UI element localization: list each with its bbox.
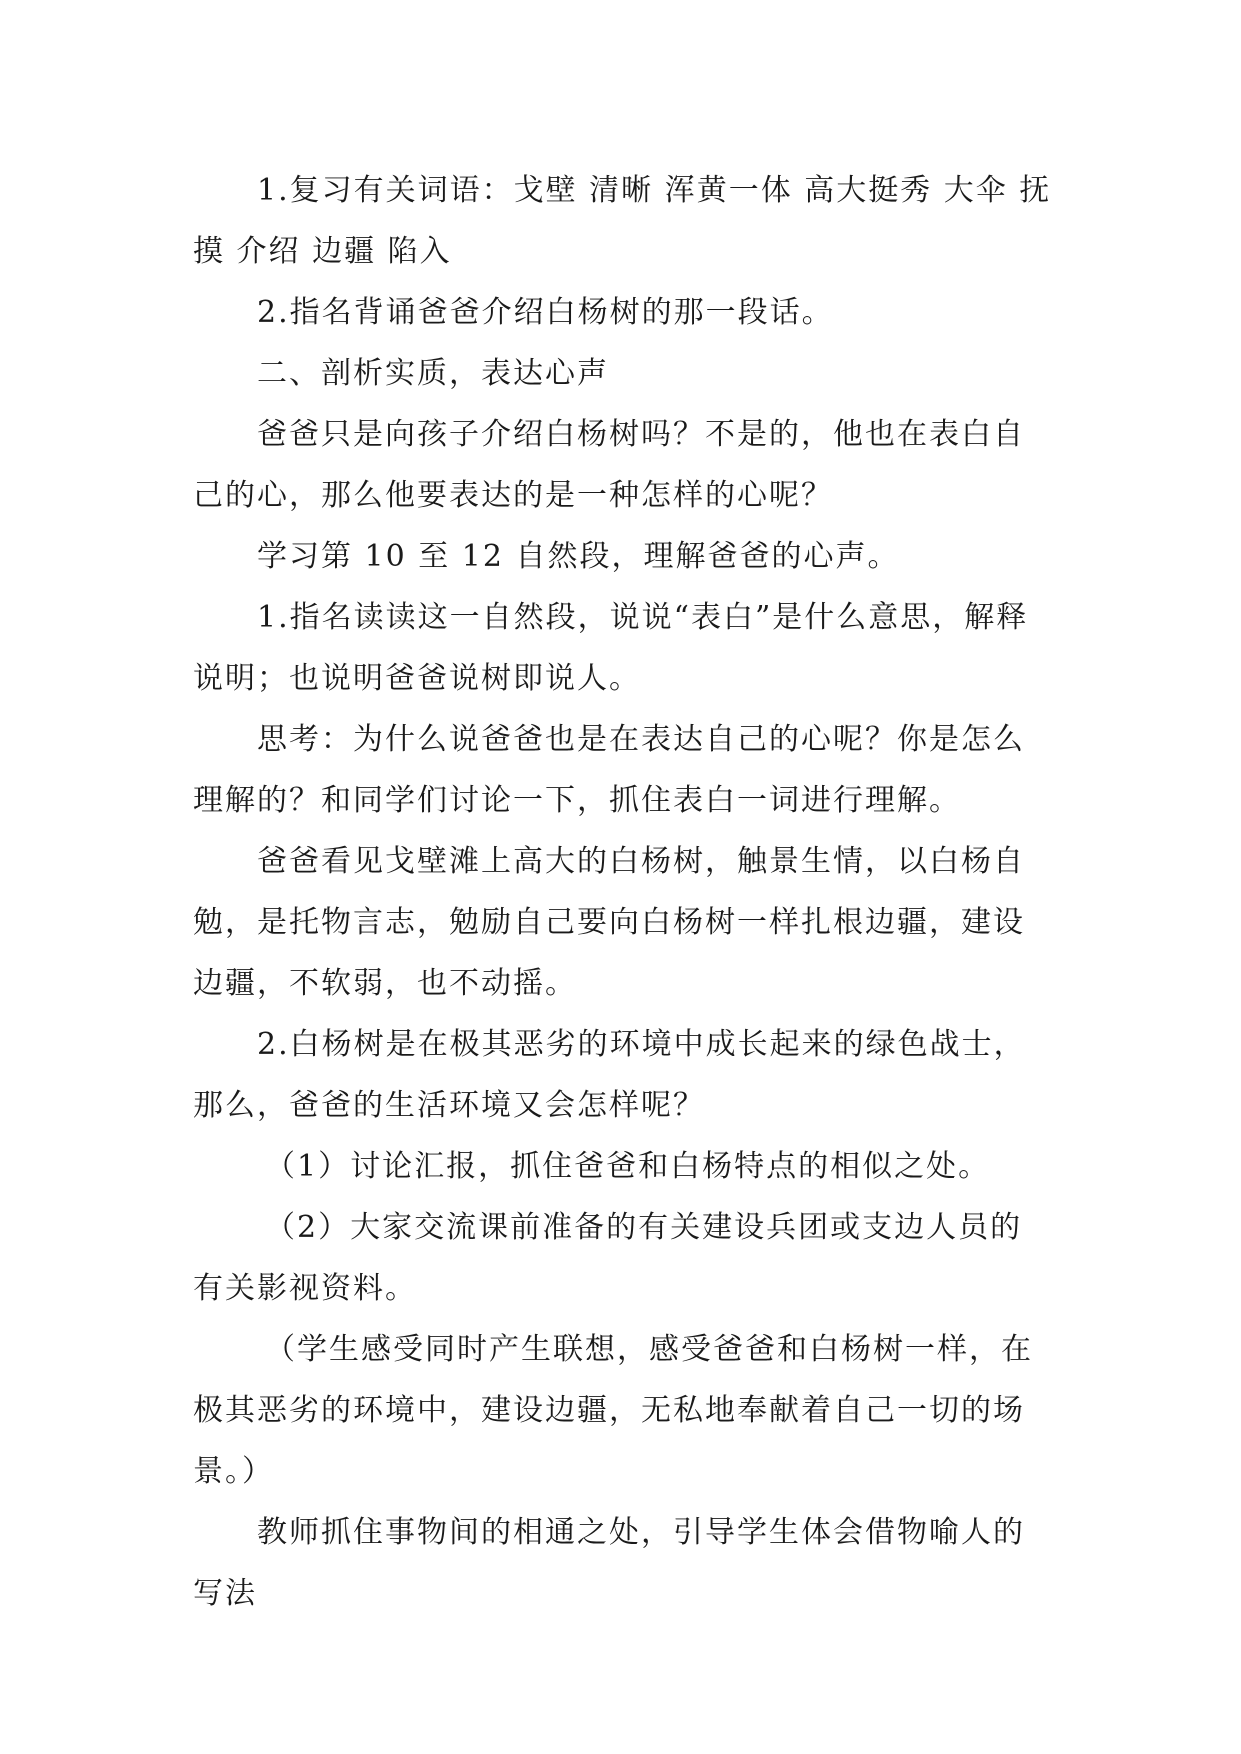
- list-item-1: （1）讨论汇报，抓住爸爸和白杨特点的相似之处。: [265, 1149, 991, 1184]
- paragraph-review-words: 1.复习有关词语：戈壁 清晰 浑黄一体 高大挺秀 大伞 抚摸 介绍 边疆 陷入: [193, 173, 1052, 269]
- paragraph-question-intro: 爸爸只是向孩子介绍白杨树吗？不是的，他也在表白自己的心，那么他要表达的是一种怎样的心呢？: [193, 417, 1025, 513]
- paragraph-teacher-note: 教师抓住事物间的相通之处，引导学生体会借物喻人的写法: [193, 1515, 1025, 1611]
- section-heading-2: 二、剖析实质，表达心声: [257, 356, 609, 391]
- paragraph-think: 思考：为什么说爸爸也是在表达自己的心呢？你是怎么理解的？和同学们讨论一下，抓住表白一词进行理解。: [193, 722, 1025, 818]
- paragraph-study-task: 学习第 10 至 12 自然段，理解爸爸的心声。: [257, 539, 900, 574]
- paragraph-read-explain: 1.指名读读这一自然段，说说“表白”是什么意思，解释说明；也说明爸爸说树即说人。: [193, 600, 1029, 696]
- paragraph-explanation: 爸爸看见戈壁滩上高大的白杨树，触景生情，以白杨自勉，是托物言志，勉励自己要向白杨树一样扎根边疆，建设边疆，不软弱，也不动摇。: [193, 844, 1025, 1001]
- paragraph-recite: 2.指名背诵爸爸介绍白杨树的那一段话。: [257, 295, 834, 330]
- document-body: [193, 160, 1053, 1624]
- paragraph-environment-question: 2.白杨树是在极其恶劣的环境中成长起来的绿色战士，那么，爸爸的生活环境又会怎样呢？: [193, 1027, 1026, 1123]
- list-item-2: （2）大家交流课前准备的有关建设兵团或支边人员的有关影视资料。: [193, 1210, 1023, 1306]
- paragraph-student-note: （学生感受同时产生联想，感受爸爸和白杨树一样，在极其恶劣的环境中，建设边疆，无私地奉献着自己一切的场景。）: [193, 1332, 1033, 1489]
